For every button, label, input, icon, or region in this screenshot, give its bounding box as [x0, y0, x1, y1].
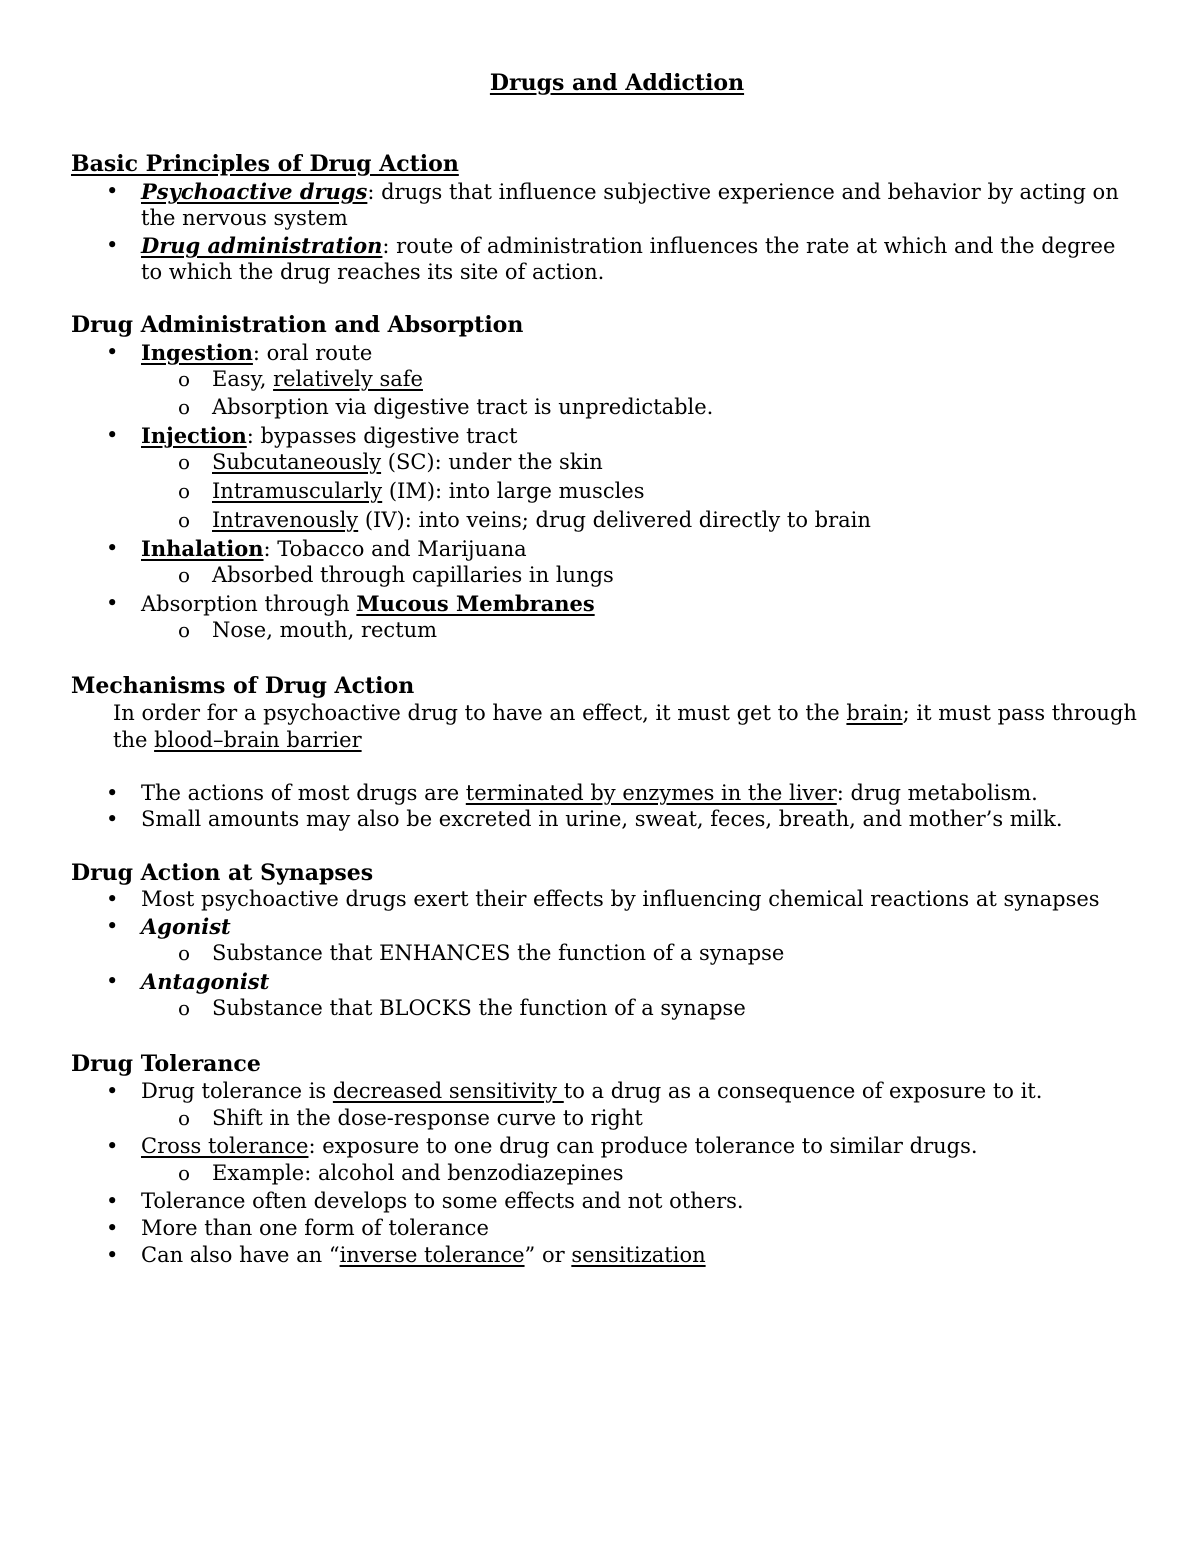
item-text: More than one form of tolerance: [141, 1216, 489, 1240]
bullet-icon: •: [106, 1134, 119, 1158]
list-item: [106, 590, 595, 618]
underlined-text: decreased sensitivity: [332, 1079, 564, 1103]
sub-item-text: Example: alcohol and benzodiazepines: [212, 1161, 624, 1185]
bullet-icon: •: [106, 536, 119, 560]
sub-item-text: Shift in the dose-response curve to right: [212, 1106, 643, 1130]
sub-list-item: [178, 940, 785, 967]
list-item: [106, 1078, 1043, 1105]
sub-list-item: [178, 562, 614, 589]
sub-item-text: (IM): into large muscles: [382, 479, 645, 503]
section-heading-mechanisms: Mechanisms of Drug Action: [71, 673, 415, 699]
term-psychoactive-drugs: Psychoactive drugs: [141, 179, 368, 204]
document-title: Drugs and Addiction: [489, 70, 745, 96]
sub-item-text: Absorbed through capillaries in lungs: [212, 563, 614, 587]
list-item: [106, 1133, 978, 1160]
term-drug-administration: Drug administration: [141, 233, 383, 258]
bullet-icon: •: [106, 233, 119, 257]
item-text: to a drug as a consequence of exposure to it.: [563, 1079, 1043, 1103]
list-item: [106, 422, 518, 450]
bullet-icon: •: [106, 591, 119, 615]
list-item: [106, 339, 373, 367]
definition-text: : bypasses digestive tract: [246, 424, 518, 448]
underlined-text: relatively safe: [273, 367, 423, 391]
circle-bullet-icon: o: [178, 1106, 191, 1130]
sub-item-text: Nose, mouth, rectum: [212, 618, 438, 642]
term-mucous-membranes: Mucous Membranes: [356, 591, 595, 616]
sub-item-text: (IV): into veins; drug delivered directly to brain: [358, 508, 871, 532]
circle-bullet-icon: o: [178, 941, 191, 965]
underlined-text: inverse tolerance: [339, 1243, 525, 1267]
item-text: Can also have an “: [141, 1243, 340, 1267]
definition-text: : route of administration influences the rate at which and the degree: [382, 234, 1116, 258]
underlined-text: Intramuscularly: [212, 479, 383, 503]
list-item: [106, 1242, 706, 1269]
sub-item-text: Substance that BLOCKS the function of a synapse: [212, 996, 746, 1020]
list-item: [106, 1188, 744, 1215]
underlined-text: Cross tolerance: [141, 1134, 309, 1158]
circle-bullet-icon: o: [178, 479, 191, 503]
term-ingestion: Ingestion: [141, 340, 253, 365]
bullet-icon: •: [106, 969, 119, 993]
sub-list-item: [178, 449, 603, 476]
sub-list-item: [178, 478, 645, 505]
paragraph-text: ; it must pass through: [902, 701, 1137, 725]
circle-bullet-icon: o: [178, 563, 191, 587]
sub-item-text: Easy,: [212, 367, 274, 391]
definition-text: : Tobacco and Marijuana: [263, 537, 527, 561]
item-text: The actions of most drugs are: [141, 781, 466, 805]
list-item: [106, 232, 1116, 260]
underlined-text: terminated by enzymes in the liver: [465, 781, 837, 805]
definition-text: : drugs that influence subjective experience and behavior by acting on: [367, 180, 1119, 204]
bullet-icon: •: [106, 807, 119, 831]
bullet-icon: •: [106, 1243, 119, 1267]
list-item: [106, 913, 231, 941]
sub-item-text: Substance that ENHANCES the function of a synapse: [212, 941, 785, 965]
item-text: : drug metabolism.: [836, 781, 1038, 805]
item-text: : exposure to one drug can produce tolerance to similar drugs.: [308, 1134, 978, 1158]
bullet-icon: •: [106, 1189, 119, 1213]
bullet-icon: •: [106, 423, 119, 447]
underlined-text: Subcutaneously: [212, 450, 382, 474]
paragraph-line: [113, 727, 362, 754]
list-item-continuation: the nervous system: [141, 206, 348, 230]
circle-bullet-icon: o: [178, 367, 191, 391]
bullet-icon: •: [106, 781, 119, 805]
sub-list-item: [178, 1160, 624, 1187]
sub-item-text: Absorption via digestive tract is unpredictable.: [212, 395, 714, 419]
list-item: [106, 1215, 489, 1242]
item-text: Small amounts may also be excreted in urine, sweat, feces, breath, and mother’s milk.: [141, 807, 1063, 831]
paragraph-line: [113, 700, 1137, 727]
section-heading-basic-principles: Basic Principles of Drug Action: [71, 151, 459, 177]
sub-list-item: [178, 394, 714, 421]
definition-text: : oral route: [252, 341, 373, 365]
list-item: [106, 178, 1119, 206]
term-injection: Injection: [141, 423, 247, 448]
item-text: Absorption through: [141, 592, 357, 616]
underlined-text: sensitization: [571, 1243, 706, 1267]
item-text: Most psychoactive drugs exert their effects by influencing chemical reactions at synapses: [141, 887, 1100, 911]
circle-bullet-icon: o: [178, 996, 191, 1020]
list-item-continuation: to which the drug reaches its site of action.: [141, 260, 605, 284]
term-antagonist: Antagonist: [141, 969, 270, 994]
sub-item-text: (SC): under the skin: [381, 450, 603, 474]
circle-bullet-icon: o: [178, 618, 191, 642]
item-text: Drug tolerance is: [141, 1079, 333, 1103]
term-agonist: Agonist: [141, 914, 231, 939]
item-text: ” or: [524, 1243, 572, 1267]
circle-bullet-icon: o: [178, 450, 191, 474]
section-heading-synapses: Drug Action at Synapses: [71, 860, 374, 886]
bullet-icon: •: [106, 914, 119, 938]
underlined-text: brain: [846, 701, 903, 725]
circle-bullet-icon: o: [178, 395, 191, 419]
bullet-icon: •: [106, 1216, 119, 1240]
section-heading-tolerance: Drug Tolerance: [71, 1051, 261, 1077]
list-item: [106, 886, 1100, 913]
circle-bullet-icon: o: [178, 508, 191, 532]
bullet-icon: •: [106, 340, 119, 364]
sub-list-item: [178, 1105, 643, 1132]
underlined-text: blood–brain barrier: [154, 728, 362, 752]
list-item: [106, 780, 1038, 807]
list-item: [106, 968, 270, 996]
sub-list-item: [178, 995, 746, 1022]
bullet-icon: •: [106, 179, 119, 203]
sub-list-item: [178, 366, 423, 393]
paragraph-text: In order for a psychoactive drug to have an effect, it must get to the: [113, 701, 847, 725]
list-item: [106, 535, 527, 563]
underlined-text: Intravenously: [212, 508, 359, 532]
sub-list-item: [178, 617, 438, 644]
sub-list-item: [178, 507, 871, 534]
paragraph-text: the: [113, 728, 155, 752]
bullet-icon: •: [106, 1079, 119, 1103]
item-text: Tolerance often develops to some effects and not others.: [141, 1189, 744, 1213]
term-inhalation: Inhalation: [141, 536, 264, 561]
circle-bullet-icon: o: [178, 1161, 191, 1185]
list-item: [106, 806, 1063, 833]
bullet-icon: •: [106, 887, 119, 911]
section-heading-administration-absorption: Drug Administration and Absorption: [71, 312, 524, 338]
